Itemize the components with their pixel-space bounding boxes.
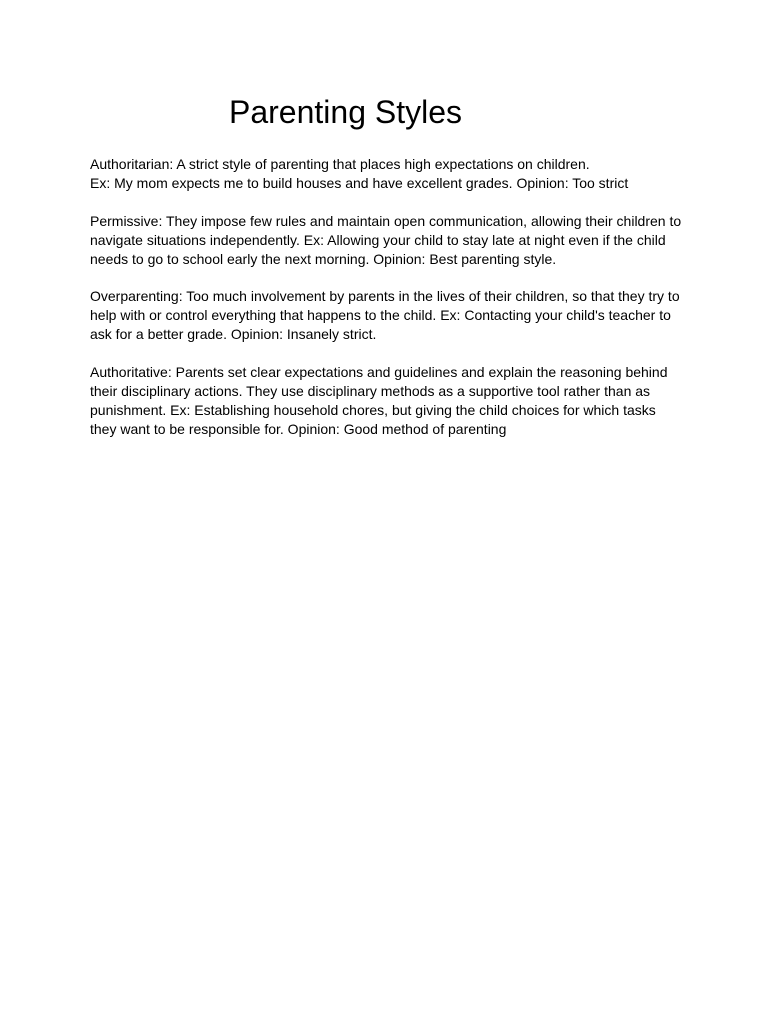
paragraph-line: navigate situations independently. Ex: Allowing your child to stay late at night even if the child [90, 231, 666, 248]
paragraph-line: Overparenting: Too much involvement by parents in the lives of their children, so that they try to [90, 288, 680, 304]
paragraph-line: Authoritarian: A strict style of parenting that places high expectations on children. [90, 156, 590, 172]
paragraph-overparenting [90, 287, 690, 344]
paragraph-line: ask for a better grade. Opinion: Insanely strict. [90, 326, 377, 342]
paragraph-authoritative [90, 363, 690, 439]
paragraph-line: needs to go to school early the next morning. Opinion: Best parenting style. [90, 250, 557, 267]
paragraph-line: punishment. Ex: Establishing household chores, but giving the child choices for which tasks [90, 401, 656, 418]
paragraph-authoritarian [90, 155, 690, 193]
page-title: Parenting Styles [229, 94, 463, 130]
paragraph-line: Permissive: They impose few rules and maintain open communication, allowing their children to [90, 212, 682, 229]
paragraph-line: Authoritative: Parents set clear expectations and guidelines and explain the reasoning behind [90, 363, 668, 380]
paragraph-line: Ex: My mom expects me to build houses and have excellent grades. Opinion: Too strict [90, 175, 629, 191]
paragraph-line: help with or control everything that happens to the child. Ex: Contacting your child's teacher to [90, 307, 671, 323]
paragraph-line: their disciplinary actions. They use disciplinary methods as a supportive tool rather than as [90, 382, 651, 399]
paragraph-permissive [90, 212, 690, 269]
document-body [90, 155, 690, 457]
paragraph-line: they want to be responsible for. Opinion: Good method of parenting [90, 420, 507, 437]
